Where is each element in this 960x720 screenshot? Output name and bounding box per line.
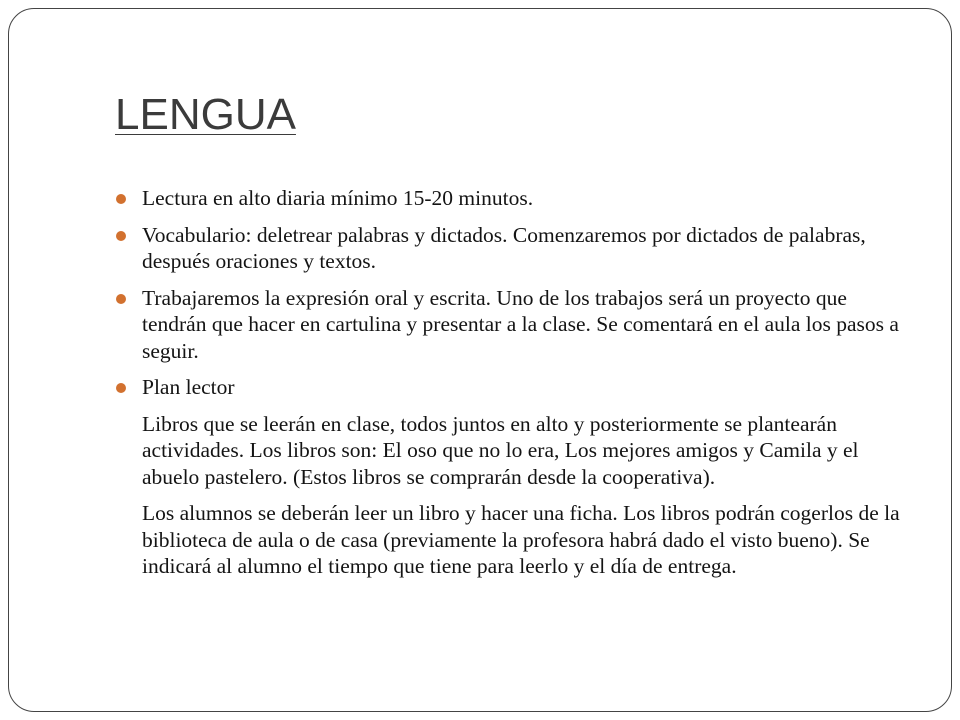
slide — [8, 8, 952, 712]
plan-lector-paragraph: Los alumnos se deberán leer un libro y hacer una ficha. Los libros podrán cogerlos de la biblioteca de aula o de casa (previamente la profesora habrá dado el visto bueno). Se indicará al alumno el tiempo que tiene para leerlo y el día de entrega. — [142, 501, 900, 578]
bullet-text: Plan lector — [142, 375, 235, 399]
bullet-item — [116, 285, 916, 365]
bullet-dot-icon — [116, 383, 126, 393]
plan-lector-paragraph: Libros que se leerán en clase, todos juntos en alto y posteriormente se plantearán actividades. Los libros son: El oso que no lo era, Los mejores amigos y Camila y el abuelo pastelero. (Estos libros se comprarán desde la cooperativa). — [142, 411, 859, 489]
bullet-dot-icon — [116, 294, 126, 304]
content-list — [116, 185, 916, 590]
bullet-text: Lectura en alto diaria mínimo 15-20 minutos. — [142, 186, 534, 210]
bullet-item — [116, 185, 916, 212]
slide-title: LENGUA — [115, 90, 296, 139]
bullet-item — [116, 374, 916, 401]
bullet-dot-icon — [116, 231, 126, 241]
bullet-text: Trabajaremos la expresión oral y escrita. Uno de los trabajos será un proyecto que tendrán que hacer en cartulina y presentar a la clase. Se comentará en el aula los pasos a seguir. — [142, 285, 899, 363]
bullet-text: Vocabulario: deletrear palabras y dictados. Comenzaremos por dictados de palabras, después oraciones y textos. — [142, 222, 866, 273]
bullet-item — [116, 222, 916, 275]
bullet-dot-icon — [116, 194, 126, 204]
